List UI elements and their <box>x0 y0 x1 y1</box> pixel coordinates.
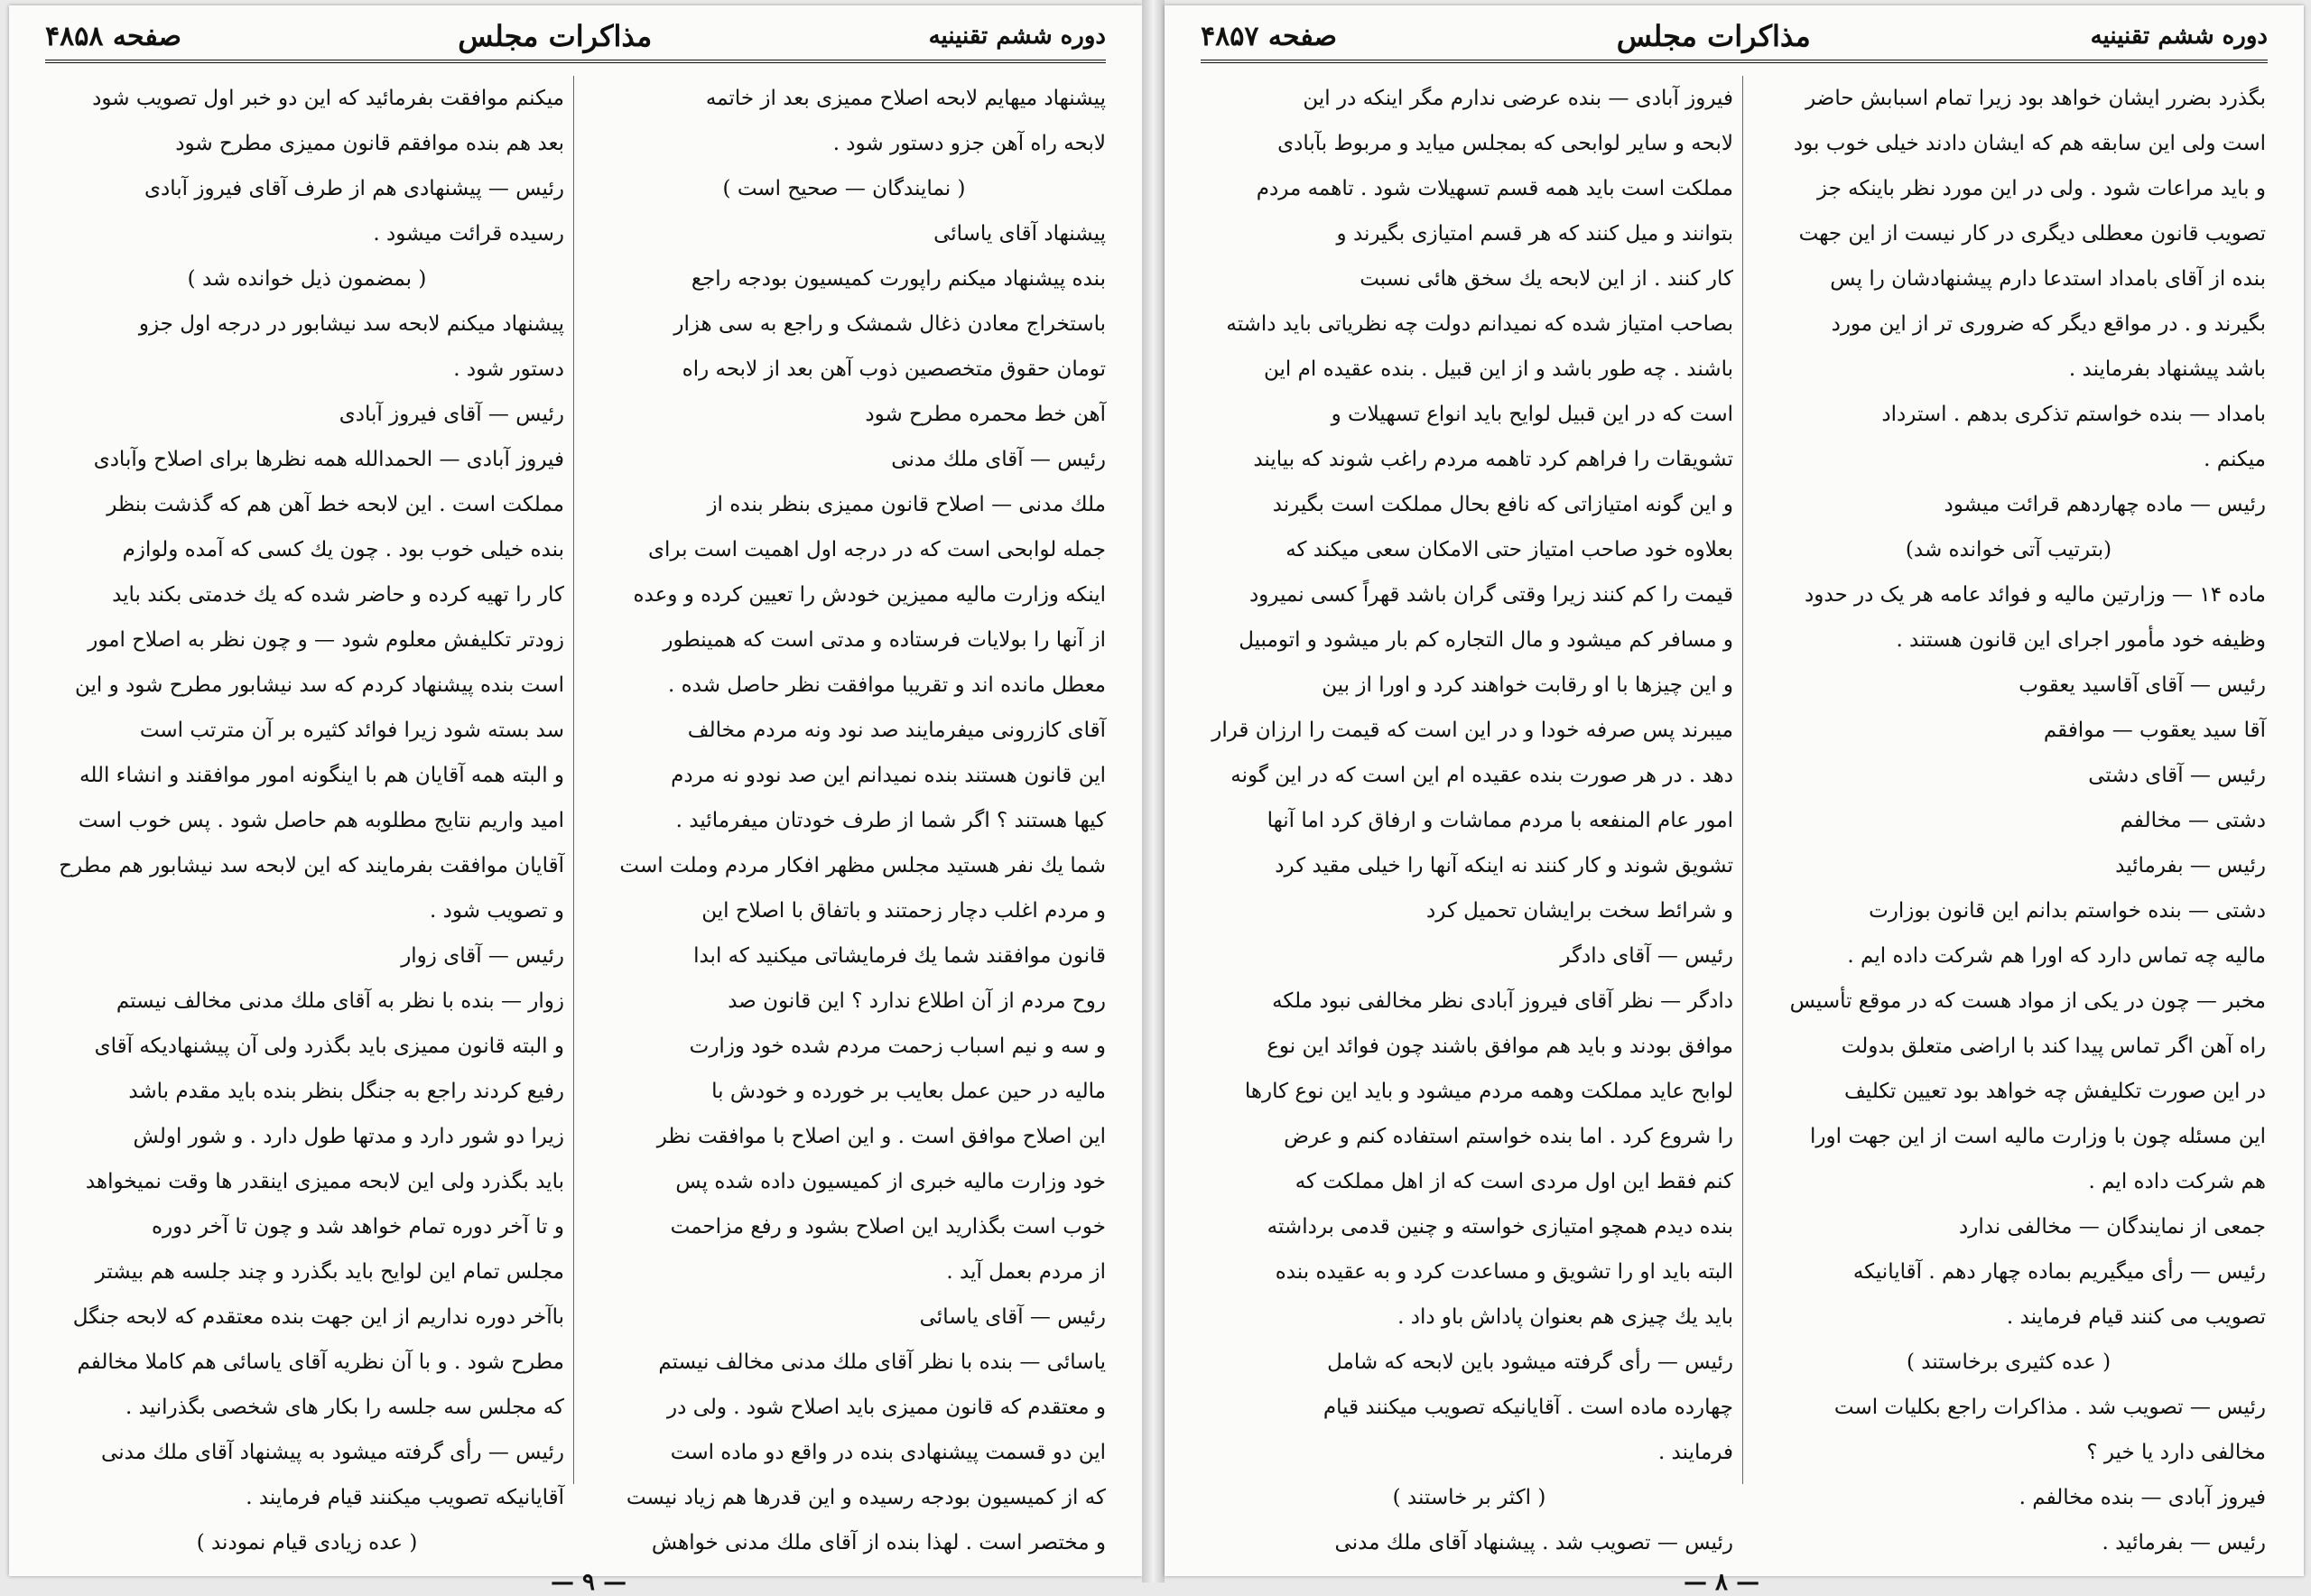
text-line: رئیس — تصویب شد . مذاکرات راجع بکلیات است <box>1833 1396 2266 1419</box>
text-column-right <box>1751 76 2266 1554</box>
text-line: رفیع کردند راجع به جنگل بنظر بنده باید مقدم باشد <box>128 1080 564 1103</box>
text-line: کیها هستند ؟ اگر شما از طرف خودتان میفرمائید . <box>675 809 1106 832</box>
left-page <box>9 5 1142 1596</box>
text-line: موافق بودند و باید هم موافق باشند چون فوائد این نوع <box>1267 1035 1733 1058</box>
text-line: رئیس — آقای فیروز آبادی <box>339 403 564 426</box>
text-line: رئیس — تصویب شد . پیشنهاد آقای ملك مدنی <box>1334 1531 1733 1554</box>
column-divider <box>573 76 574 1484</box>
text-line: آقای کازرونی میفرمایند صد نود ونه مردم مخالف <box>687 719 1106 742</box>
page-header <box>1201 18 2268 54</box>
text-line: کار کنند . از این لابحه یك سخق هائی نسبت <box>1360 267 1733 291</box>
text-line: ( اکثر بر خاستند ) <box>1392 1486 1546 1509</box>
book-gutter <box>1142 0 1165 1582</box>
text-line: بگیرند و . در مواقع دیگر که ضروری تر از این مورد <box>1831 312 2266 336</box>
text-line: کار را تهیه کرده و حاضر شده که یك خدمتی بکند باید <box>112 583 564 607</box>
text-line: مجلس تمام این لوایح باید بگذرد و چند جلسه هم بیشتر <box>95 1260 564 1284</box>
text-line: باشد پیشنهاد بفرمایند . <box>2068 357 2266 381</box>
journal-title: مذاکرات مجلس <box>458 19 653 53</box>
text-line: ماده ۱۴ — وزارتین مالیه و فوائد عامه هر یک در حدود <box>1805 583 2266 607</box>
session-label: دوره ششم تقنینیه <box>2090 23 2268 50</box>
text-line: میبرند پس صرفه خودا و در این است که قیمت را ارزان قرار <box>1211 719 1733 742</box>
text-line: (بترتیب آتی خوانده شد) <box>1905 538 2112 561</box>
text-line: دهد . در هر صورت بنده عقیده ام این است که در این گونه <box>1230 764 1733 787</box>
text-line: رئیس — پیشنهادی هم از طرف آقای فیروز آبادی <box>144 177 564 200</box>
text-line: زیرا دو شور دارد و مدتها طول دارد . و شور اولش <box>133 1125 564 1148</box>
text-line: باشند . چه طور باشد و از این قبیل . بنده عقیده ام این <box>1264 357 1733 381</box>
text-line: و مردم اغلب دچار زحمتند و باتفاق با اصلاح این <box>701 899 1106 923</box>
text-line: مالیه چه تماس دارد که اورا هم شرکت داده ایم . <box>1847 944 2266 968</box>
text-line: رئیس — آقای یاسائی <box>919 1305 1106 1329</box>
text-line: و مسافر کم میشود و مال التجاره کم بار میشود و اتومبیل <box>1239 628 1733 652</box>
text-line: کنم فقط این اول مردی است که از اهل مملکت که <box>1295 1170 1733 1193</box>
text-line: رئیس — آقای ملك مدنی <box>891 448 1106 471</box>
text-line: این اصلاح موافق است . و این اصلاح با موافقت نظر <box>656 1125 1106 1148</box>
session-label: دوره ششم تقنینیه <box>928 23 1106 50</box>
text-line: بعلاوه خود صاحب امتیاز حتی الامکان سعی میکند که <box>1285 538 1733 561</box>
text-line: بنده دیدم همچو امتیازی خواسته و چنین قدمی برداشته <box>1267 1215 1733 1239</box>
text-line: و البته همه آقایان هم با اینگونه امور موافقند و انشاء الله <box>79 764 564 787</box>
text-line: و این گونه امتیازاتی که نافع بحال مملکت است بگیرند <box>1272 493 1733 516</box>
text-line: بتوانند و میل کنند که هر قسم امتیازی بگیرند و <box>1336 222 1733 246</box>
text-line: مملکت است . این لابحه خط آهن هم که گذشت بنظر <box>107 493 564 516</box>
text-line: رئیس — رأی میگیریم بماده چهار دهم . آقایانیکه <box>1852 1260 2266 1284</box>
text-line: قیمت را کم کنند زیرا وقتی گران باشد قهراً کسی نمیرود <box>1248 583 1733 607</box>
text-line: امید واریم نتایج مطلوبه هم حاصل شود . پس خوب است <box>78 809 564 832</box>
text-line: چهارده ماده است . آقایانیکه تصویب میکنند قیام <box>1323 1396 1733 1419</box>
text-line: که از کمیسیون بودجه رسیده و این قدرها هم زیاد نیست <box>626 1486 1106 1509</box>
text-line: روح مردم از آن اطلاع ندارد ؟ این قانون صد <box>728 989 1106 1013</box>
text-line: بگذرد بضرر ایشان خواهد بود زیرا تمام اسبابش حاضر <box>1805 87 2266 110</box>
text-line: رئیس — آقای دشتی <box>2088 764 2266 787</box>
text-line: بنده پیشنهاد میکنم راپورت کمیسیون بودجه راجع <box>691 267 1106 291</box>
footer-page-number: — ۹ — <box>551 1569 627 1596</box>
text-line: و مختصر است . لهذا بنده از آقای ملك مدنی خواهش <box>651 1531 1106 1554</box>
text-line: ملك مدنی — اصلاح قانون ممیزی بنظر بنده از <box>707 493 1106 516</box>
text-column-left <box>50 76 564 1554</box>
text-line: و این چیزها با او رقابت خواهند کرد و اورا از بین <box>1322 673 1733 697</box>
text-line: فیروز آبادی — الحمدالله همه نظرها برای اصلاح وآبادی <box>93 448 564 471</box>
text-line: است ولی این سابقه هم که ایشان دادند خیلی خوب بود <box>1793 132 2266 155</box>
text-line: دشتی — مخالفم <box>2120 809 2266 832</box>
header-rule <box>1201 60 2268 63</box>
text-line: تومان حقوق متخصصین ذوب آهن بعد از لابحه راه <box>682 357 1106 381</box>
text-line: از آنها را بولایات فرستاده و مدتی است که همینطور <box>663 628 1106 652</box>
text-line: این قانون هستند بنده نمیدانم این صد نودو نه مردم <box>671 764 1106 787</box>
text-line: البته باید او را تشویق و مساعدت کرد و به عقیده بنده <box>1275 1260 1733 1284</box>
text-line: بنده خیلی خوب بود . چون یك کسی که آمده ولوازم <box>122 538 564 561</box>
text-line: مملکت است باید همه قسم تسهیلات شود . تاهمه مردم <box>1256 177 1733 200</box>
text-line: معطل مانده اند و تقریبا موافقت نظر حاصل شده . <box>667 673 1106 697</box>
text-line: میکنم . <box>2204 448 2266 471</box>
footer-page-number: — ۸ — <box>1684 1569 1760 1596</box>
text-line: بصاحب امتیاز شده که نمیدانم دولت چه نظریاتی باید داشته <box>1226 312 1733 336</box>
text-line: در این صورت تکلیفش چه خواهد بود تعیین تکلیف <box>1843 1080 2266 1103</box>
text-line: مخبر — چون در یکی از مواد هست که در موقع تأسیس <box>1789 989 2266 1013</box>
text-line: لابحه راه آهن جزو دستور شود . <box>832 132 1106 155</box>
text-line: تصویب می کنند قیام فرمایند . <box>2006 1305 2266 1329</box>
text-line: دشتی — بنده خواستم بدانم این قانون بوزارت <box>1869 899 2266 923</box>
journal-title: مذاکرات مجلس <box>1616 19 1811 53</box>
text-line: رئیس — آقای زوار <box>401 944 564 968</box>
page-header <box>45 18 1106 54</box>
text-line: و باید مراعات شود . ولی در این مورد نظر باینکه جز <box>1816 177 2266 200</box>
text-line: بعد هم بنده موافقم قانون ممیزی مطرح شود <box>175 132 564 155</box>
page-number-label: صفحه ۴۸۵۷ <box>1201 20 1337 52</box>
text-line: لوابح عاید مملکت وهمه مردم میشود و باید این نوع کارها <box>1244 1080 1733 1103</box>
text-line: راه آهن اگر تماس پیدا کند با اراضی متعلق بدولت <box>1841 1035 2266 1058</box>
text-line: هم شرکت داده ایم . <box>2088 1170 2266 1193</box>
text-column-right <box>582 76 1106 1554</box>
text-line: زودتر تکلیفش معلوم شود — و چون نظر به اصلاح امور <box>88 628 564 652</box>
text-line: مخالفی دارد یا خیر ؟ <box>2086 1441 2266 1464</box>
text-line: و سه و نیم اسباب زحمت مردم شده خود وزارت <box>689 1035 1106 1058</box>
text-line: رئیس — بفرمائید <box>2115 854 2266 877</box>
text-line: پیشنهاد میکنم لابحه سد نیشابور در درجه اول جزو <box>138 312 564 336</box>
text-line: که مجلس سه جلسه را بکار های شخصی بگذرانید . <box>125 1396 564 1419</box>
text-line: باآخر دوره نداریم از این جهت بنده معتقدم که لابحه جنگل <box>72 1305 564 1329</box>
text-line: فرمایند . <box>1657 1441 1733 1464</box>
text-line: پیشنهاد آقای یاسائی <box>933 222 1106 246</box>
text-line: رئیس — آقای دادگر <box>1560 944 1733 968</box>
text-line: و شرائط سخت برایشان تحمیل کرد <box>1425 899 1733 923</box>
page-number-label: صفحه ۴۸۵۸ <box>45 20 181 52</box>
text-line: خوب است بگذارید این اصلاح بشود و رفع مزاحمت <box>670 1215 1106 1239</box>
text-line: دادگر — نظر آقای فیروز آبادی نظر مخالفی نبود ملکه <box>1272 989 1733 1013</box>
text-line: و تا آخر دوره تمام خواهد شد و چون تا آخر دوره <box>151 1215 564 1239</box>
text-line: رئیس — ماده چهاردهم قرائت میشود <box>1944 493 2266 516</box>
text-line: باید یك چیزی هم بعنوان پاداش باو داد . <box>1397 1305 1733 1329</box>
text-line: سد بسته شود زیرا فوائد کثیره بر آن مترتب است <box>139 719 564 742</box>
text-line: خود وزارت مالیه خبری از کمیسیون داده شده پس <box>675 1170 1106 1193</box>
text-line: بامداد — بنده خواستم تذکری بدهم . استرداد <box>1881 403 2266 426</box>
text-line: باستخراج معادن ذغال شمشک و راجع به سی هزار <box>673 312 1106 336</box>
text-line: و معتقدم که قانون ممیزی باید اصلاح شود . ولی در <box>667 1396 1106 1419</box>
text-line: رئیس — بفرمائید . <box>2102 1531 2266 1554</box>
text-line: از مردم بعمل آید . <box>946 1260 1106 1284</box>
text-line: جمعی از نمایندگان — مخالفی ندارد <box>1958 1215 2266 1239</box>
text-line: ( عده زیادی قیام نمودند ) <box>196 1531 418 1554</box>
text-line: است که در این قبیل لوایح باید انواع تسهیلات و <box>1331 403 1733 426</box>
text-line: تشویقات را فراهم کرد تاهمه مردم راغب شوند که بیایند <box>1253 448 1733 471</box>
text-line: ( نمایندگان — صحیح است ) <box>722 177 966 200</box>
text-line: رسیده قرائت میشود . <box>373 222 564 246</box>
text-line: زوار — بنده با نظر به آقای ملك مدنی مخالف نیستم <box>116 989 564 1013</box>
text-line: لابحه و سایر لوابحی که بمجلس میاید و مربوط بآبادی <box>1277 132 1733 155</box>
text-line: فیروز آبادی — بنده عرضی ندارم مگر اینکه در این <box>1303 87 1733 110</box>
text-line: ( بمضمون ذیل خوانده شد ) <box>187 267 427 291</box>
text-line: این مسئله چون با وزارت مالیه است از این جهت اورا <box>1810 1125 2266 1148</box>
text-line: و البته قانون ممیزی باید بگذرد ولی آن پیشنهادیکه آقای <box>94 1035 564 1058</box>
text-line: آقایان موافقت بفرمایند که این لابحه سد نیشابور هم مطرح <box>59 854 564 877</box>
text-column-left <box>1205 76 1733 1554</box>
text-line: یاسائی — بنده با نظر آقای ملك مدنی مخالف نیستم <box>658 1350 1106 1374</box>
text-line: بنده از آقای بامداد استدعا دارم پیشنهادشان را پس <box>1830 267 2266 291</box>
text-line: دستور شود . <box>453 357 564 381</box>
text-line: مطرح شود . و با آن نظریه آقای یاسائی هم کاملا مخالفم <box>77 1350 564 1374</box>
text-line: رئیس — آقای آقاسید یعقوب <box>2019 673 2266 697</box>
right-page <box>1165 5 2304 1596</box>
text-line: رئیس — رأی گرفته میشود به پیشنهاد آقای ملك مدنی <box>101 1441 564 1464</box>
text-line: وظیفه خود مأمور اجرای این قانون هستند . <box>1896 628 2266 652</box>
header-rule <box>45 60 1106 63</box>
text-line: جمله لوابحی است که در درجه اول اهمیت است برای <box>647 538 1106 561</box>
text-line: آهن خط محمره مطرح شود <box>865 403 1106 426</box>
text-line: ( عده کثیری برخاستند ) <box>1906 1350 2111 1374</box>
text-line: رئیس — رأی گرفته میشود باین لابحه که شامل <box>1327 1350 1733 1374</box>
text-line: را شروع کرد . اما بنده خواستم استفاده کنم و عرض <box>1284 1125 1733 1148</box>
text-line: آقایانیکه تصویب میکنند قیام فرمایند . <box>246 1486 564 1509</box>
text-line: است بنده پیشنهاد کردم که سد نیشابور مطرح شود و این <box>74 673 564 697</box>
text-line: پیشنهاد میهایم لابحه اصلاح ممیزی بعد از خاتمه <box>705 87 1106 110</box>
text-line: امور عام المنفعه با مردم مماشات و ارفاق کرد اما آنها <box>1267 809 1733 832</box>
text-line: باید بگذرد ولی این لابحه ممیزی اینقدر ها وقت نمیخواهد <box>85 1170 564 1193</box>
text-line: فیروز آبادی — بنده مخالفم . <box>2019 1486 2266 1509</box>
text-line: شما یك نفر هستید مجلس مظهر افکار مردم وملت است <box>619 854 1106 877</box>
text-line: مالیه در حین عمل بعایب بر خورده و خودش با <box>711 1080 1106 1103</box>
text-line: تشویق شوند و کار کنند نه اینکه آنها را خیلی مقید کرد <box>1275 854 1733 877</box>
column-divider <box>1742 76 1743 1484</box>
text-line: میکنم موافقت بفرمائید که این دو خبر اول تصویب شود <box>92 87 564 110</box>
text-line: اینکه وزارت مالیه ممیزین خودش را تعیین کرده و وعده <box>633 583 1106 607</box>
text-line: آقا سید یعقوب — موافقم <box>2043 719 2266 742</box>
text-line: و تصویب شود . <box>430 899 564 923</box>
text-line: این دو قسمت پیشنهادی بنده در واقع دو ماده است <box>670 1441 1106 1464</box>
text-line: قانون موافقند شما یك فرمایشاتی میکنید که ابدا <box>693 944 1106 968</box>
text-line: تصویب قانون معطلی دیگری در کار نیست از این جهت <box>1798 222 2266 246</box>
